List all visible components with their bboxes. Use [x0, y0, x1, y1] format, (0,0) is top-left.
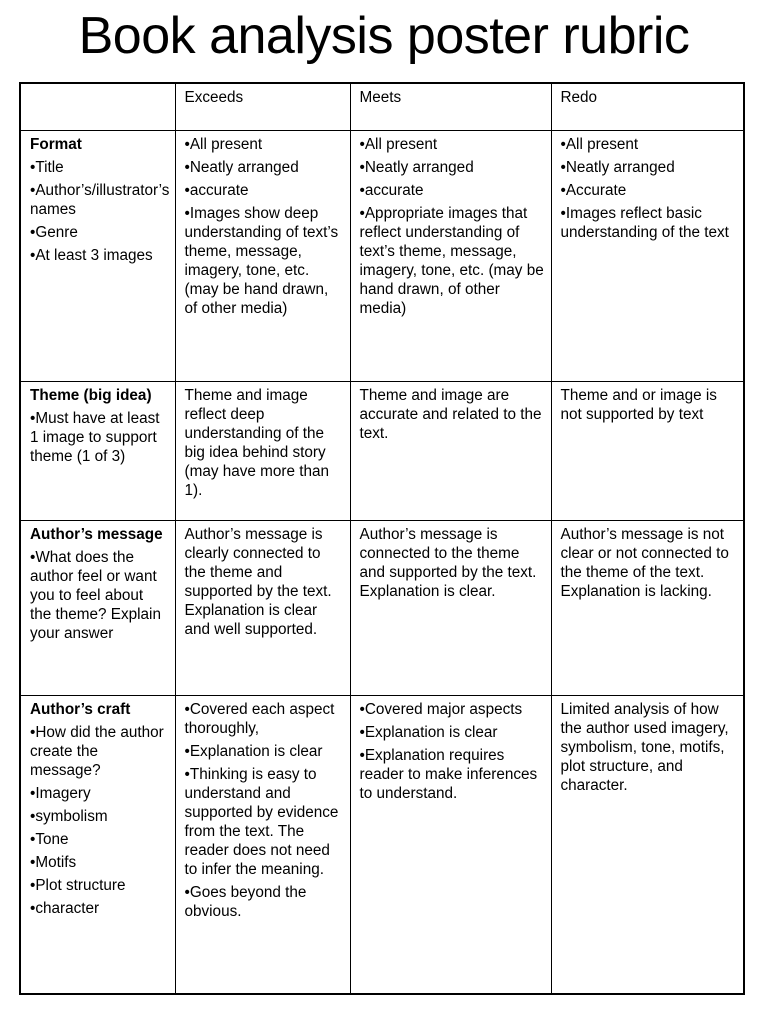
table-row [20, 382, 744, 521]
criterion-cell-craft [20, 696, 175, 995]
table-header-row [20, 83, 744, 131]
criterion-title: Theme (big idea) [30, 387, 152, 404]
page-title: Book analysis poster rubric [78, 7, 690, 65]
criterion-item: •Genre [30, 224, 78, 241]
rubric-item: Author’s message is not clear or not connected to the theme of the text. Explanation is lacking. [560, 526, 729, 600]
table-row [20, 696, 744, 995]
criterion-cell-format [20, 131, 175, 382]
rubric-item: Theme and image are accurate and related to the text. [359, 387, 542, 442]
criterion-title: Format [30, 136, 82, 153]
criterion-cell-theme [20, 382, 175, 521]
rubric-item: •accurate [184, 182, 249, 199]
rubric-item: •All present [359, 136, 438, 153]
rubric-item: •Images show deep understanding of text’s theme, message, imagery, tone, etc. (may be hand drawn, of other media) [184, 205, 339, 317]
rubric-item: •Goes beyond the obvious. [184, 884, 307, 920]
criterion-title: Author’s craft [30, 701, 131, 718]
rubric-table [19, 82, 745, 995]
header-cell-meets: Meets [350, 83, 551, 131]
meets-cell [350, 521, 551, 696]
header-cell-empty [20, 83, 175, 131]
rubric-item: •Neatly arranged [560, 159, 675, 176]
rubric-item: •Covered each aspect thoroughly, [184, 701, 335, 737]
exceeds-cell [175, 382, 350, 521]
exceeds-cell [175, 521, 350, 696]
rubric-item: •All present [560, 136, 639, 153]
criterion-item: •Motifs [30, 854, 77, 871]
criterion-item: •Plot structure [30, 877, 126, 894]
rubric-item: •Appropriate images that reflect understanding of text’s theme, message, imagery, tone, etc. (may be hand drawn, of other media) [359, 205, 544, 317]
criterion-item: •Title [30, 159, 64, 176]
rubric-item: Author’s message is clearly connected to the theme and supported by the text. Explanation is clear and well supported. [184, 526, 332, 638]
criterion-item: •Author’s/illustrator’s names [30, 182, 170, 218]
header-cell-redo: Redo [551, 83, 744, 131]
criterion-item: •How did the author create the message? [30, 724, 164, 779]
redo-cell [551, 382, 744, 521]
criterion-item: •Must have at least 1 image to support theme (1 of 3) [30, 410, 160, 465]
redo-cell [551, 696, 744, 995]
rubric-item: Author’s message is connected to the theme and supported by the text. Explanation is clear. [359, 526, 537, 600]
criterion-cell-message [20, 521, 175, 696]
header-cell-exceeds: Exceeds [175, 83, 350, 131]
rubric-item: •Accurate [560, 182, 627, 199]
criterion-item: •Tone [30, 831, 69, 848]
rubric-item: •All present [184, 136, 263, 153]
redo-cell [551, 131, 744, 382]
rubric-item: •Thinking is easy to understand and supported by evidence from the text. The reader does not need to infer the meaning. [184, 766, 339, 878]
rubric-item: •Neatly arranged [359, 159, 474, 176]
criterion-item: •Imagery [30, 785, 91, 802]
rubric-item: •Explanation is clear [184, 743, 323, 760]
rubric-item: Theme and or image is not supported by text [560, 387, 717, 423]
rubric-item: Theme and image reflect deep understanding of the big idea behind story (may have more than 1). [184, 387, 330, 499]
rubric-item: •Images reflect basic understanding of the text [560, 205, 729, 241]
meets-cell [350, 131, 551, 382]
meets-cell [350, 382, 551, 521]
rubric-item: •accurate [359, 182, 424, 199]
meets-cell [350, 696, 551, 995]
table-row [20, 521, 744, 696]
redo-cell [551, 521, 744, 696]
criterion-item: •symbolism [30, 808, 108, 825]
criterion-item: •What does the author feel or want you to feel about the theme? Explain your answer [30, 549, 161, 642]
table-row [20, 131, 744, 382]
rubric-item: •Covered major aspects [359, 701, 523, 718]
rubric-item: •Explanation is clear [359, 724, 498, 741]
criterion-title: Author’s message [30, 526, 163, 543]
criterion-item: •At least 3 images [30, 247, 153, 264]
exceeds-cell [175, 131, 350, 382]
criterion-item: •character [30, 900, 100, 917]
rubric-item: Limited analysis of how the author used imagery, symbolism, tone, motifs, plot structure, and character. [560, 701, 729, 794]
exceeds-cell [175, 696, 350, 995]
rubric-item: •Explanation requires reader to make inferences to understand. [359, 747, 538, 802]
rubric-item: •Neatly arranged [184, 159, 299, 176]
